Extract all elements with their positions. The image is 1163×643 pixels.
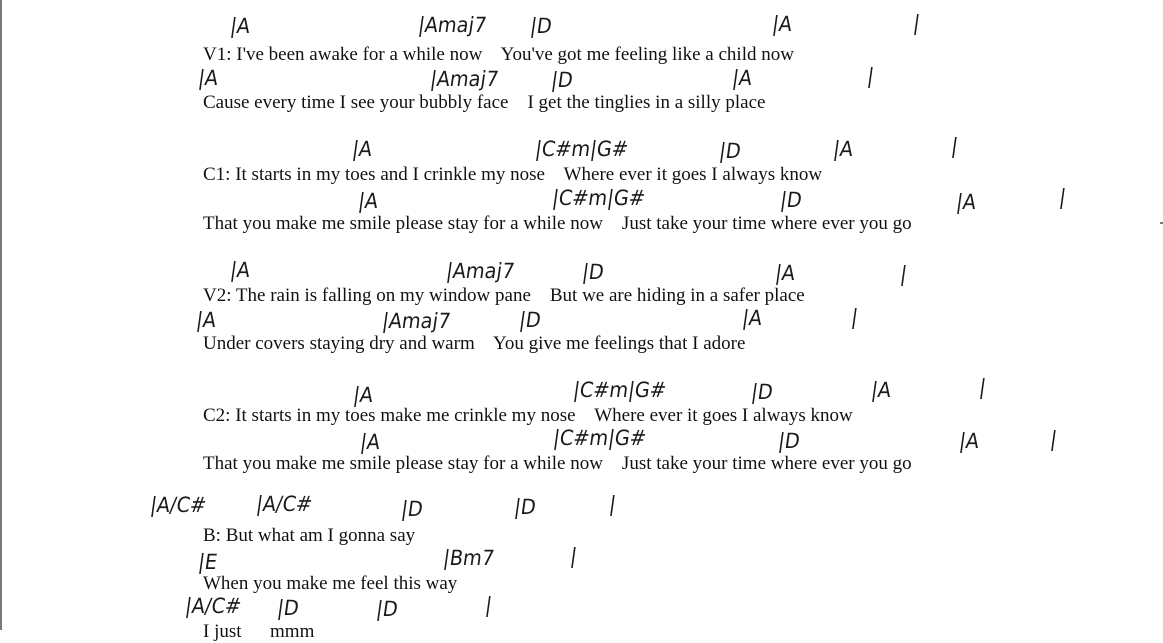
lyric-line: C1: It starts in my toes and I crinkle my nose Where ever it goes I always know [203,164,823,185]
chord: |D [374,597,400,621]
chord: |A [194,308,218,332]
lyric-line: B: But what am I gonna say [203,525,416,546]
chord: |Amaj7 [380,309,453,333]
chord: |A [740,306,764,330]
chord: |D [549,68,575,92]
chord: |E [196,550,219,574]
chord: |A/C# [183,594,243,618]
chord: |Amaj7 [416,13,489,37]
chord: |A [773,261,797,285]
chord: |A [770,12,794,36]
chord: |D [399,497,425,521]
chord: | [898,262,909,286]
lyric-line: C2: It starts in my toes make me crinkle my nose Where ever it goes I always know [203,405,853,426]
chord: |D [517,308,543,332]
lyric-line: I just mmm [203,621,315,642]
chord: |A [356,189,380,213]
lyric-line: That you make me smile please stay for a while now Just take your time where ever you go [203,213,912,234]
chord: |D [749,380,775,404]
chord: |Amaj7 [428,67,501,91]
page-left-edge [0,0,2,630]
chord: |C#m|G# [551,426,648,450]
chord: | [1057,185,1068,209]
chord: |A [730,66,754,90]
chord: |D [776,429,802,453]
chord: |D [512,495,538,519]
chord: | [949,134,960,158]
chord: | [865,64,876,88]
chord: |C#m|G# [533,137,630,161]
chord: |A [358,430,382,454]
chord: |D [778,188,804,212]
chord: |D [717,139,743,163]
chord: |D [580,260,606,284]
chord: |A [954,190,978,214]
chord: |C#m|G# [550,186,647,210]
chord: |A [831,137,855,161]
chord: | [607,492,618,516]
lyric-line: V1: I've been awake for a while now You've got me feeling like a child now [203,44,794,65]
chord: |D [275,596,301,620]
chord: |Bm7 [441,546,496,570]
chord: |A/C# [148,493,208,517]
chord: |A [869,378,893,402]
chord: |A [228,14,252,38]
chord: | [568,544,579,568]
chord: |D [528,14,554,38]
lyric-line: When you make me feel this way [203,573,458,594]
chord: |C#m|G# [571,378,668,402]
chord: |Amaj7 [444,259,517,283]
chord: |A [957,429,981,453]
lyric-line: Under covers staying dry and warm You give me feelings that I adore [203,333,746,354]
chord: |A [350,137,374,161]
lyric-line: That you make me smile please stay for a while now Just take your time where ever you go [203,453,912,474]
chord: | [849,305,860,329]
chord: | [1048,427,1059,451]
chord: | [483,593,494,617]
lyric-line: Cause every time I see your bubbly face I get the tinglies in a silly place [203,92,766,113]
chord: |A [351,383,375,407]
chord: | [977,375,988,399]
lyric-line: V2: The rain is falling on my window pane But we are hiding in a safer place [203,285,805,306]
chord: |A [196,66,220,90]
chord: | [911,11,922,35]
chord: |A/C# [254,492,314,516]
chord: |A [228,258,252,282]
